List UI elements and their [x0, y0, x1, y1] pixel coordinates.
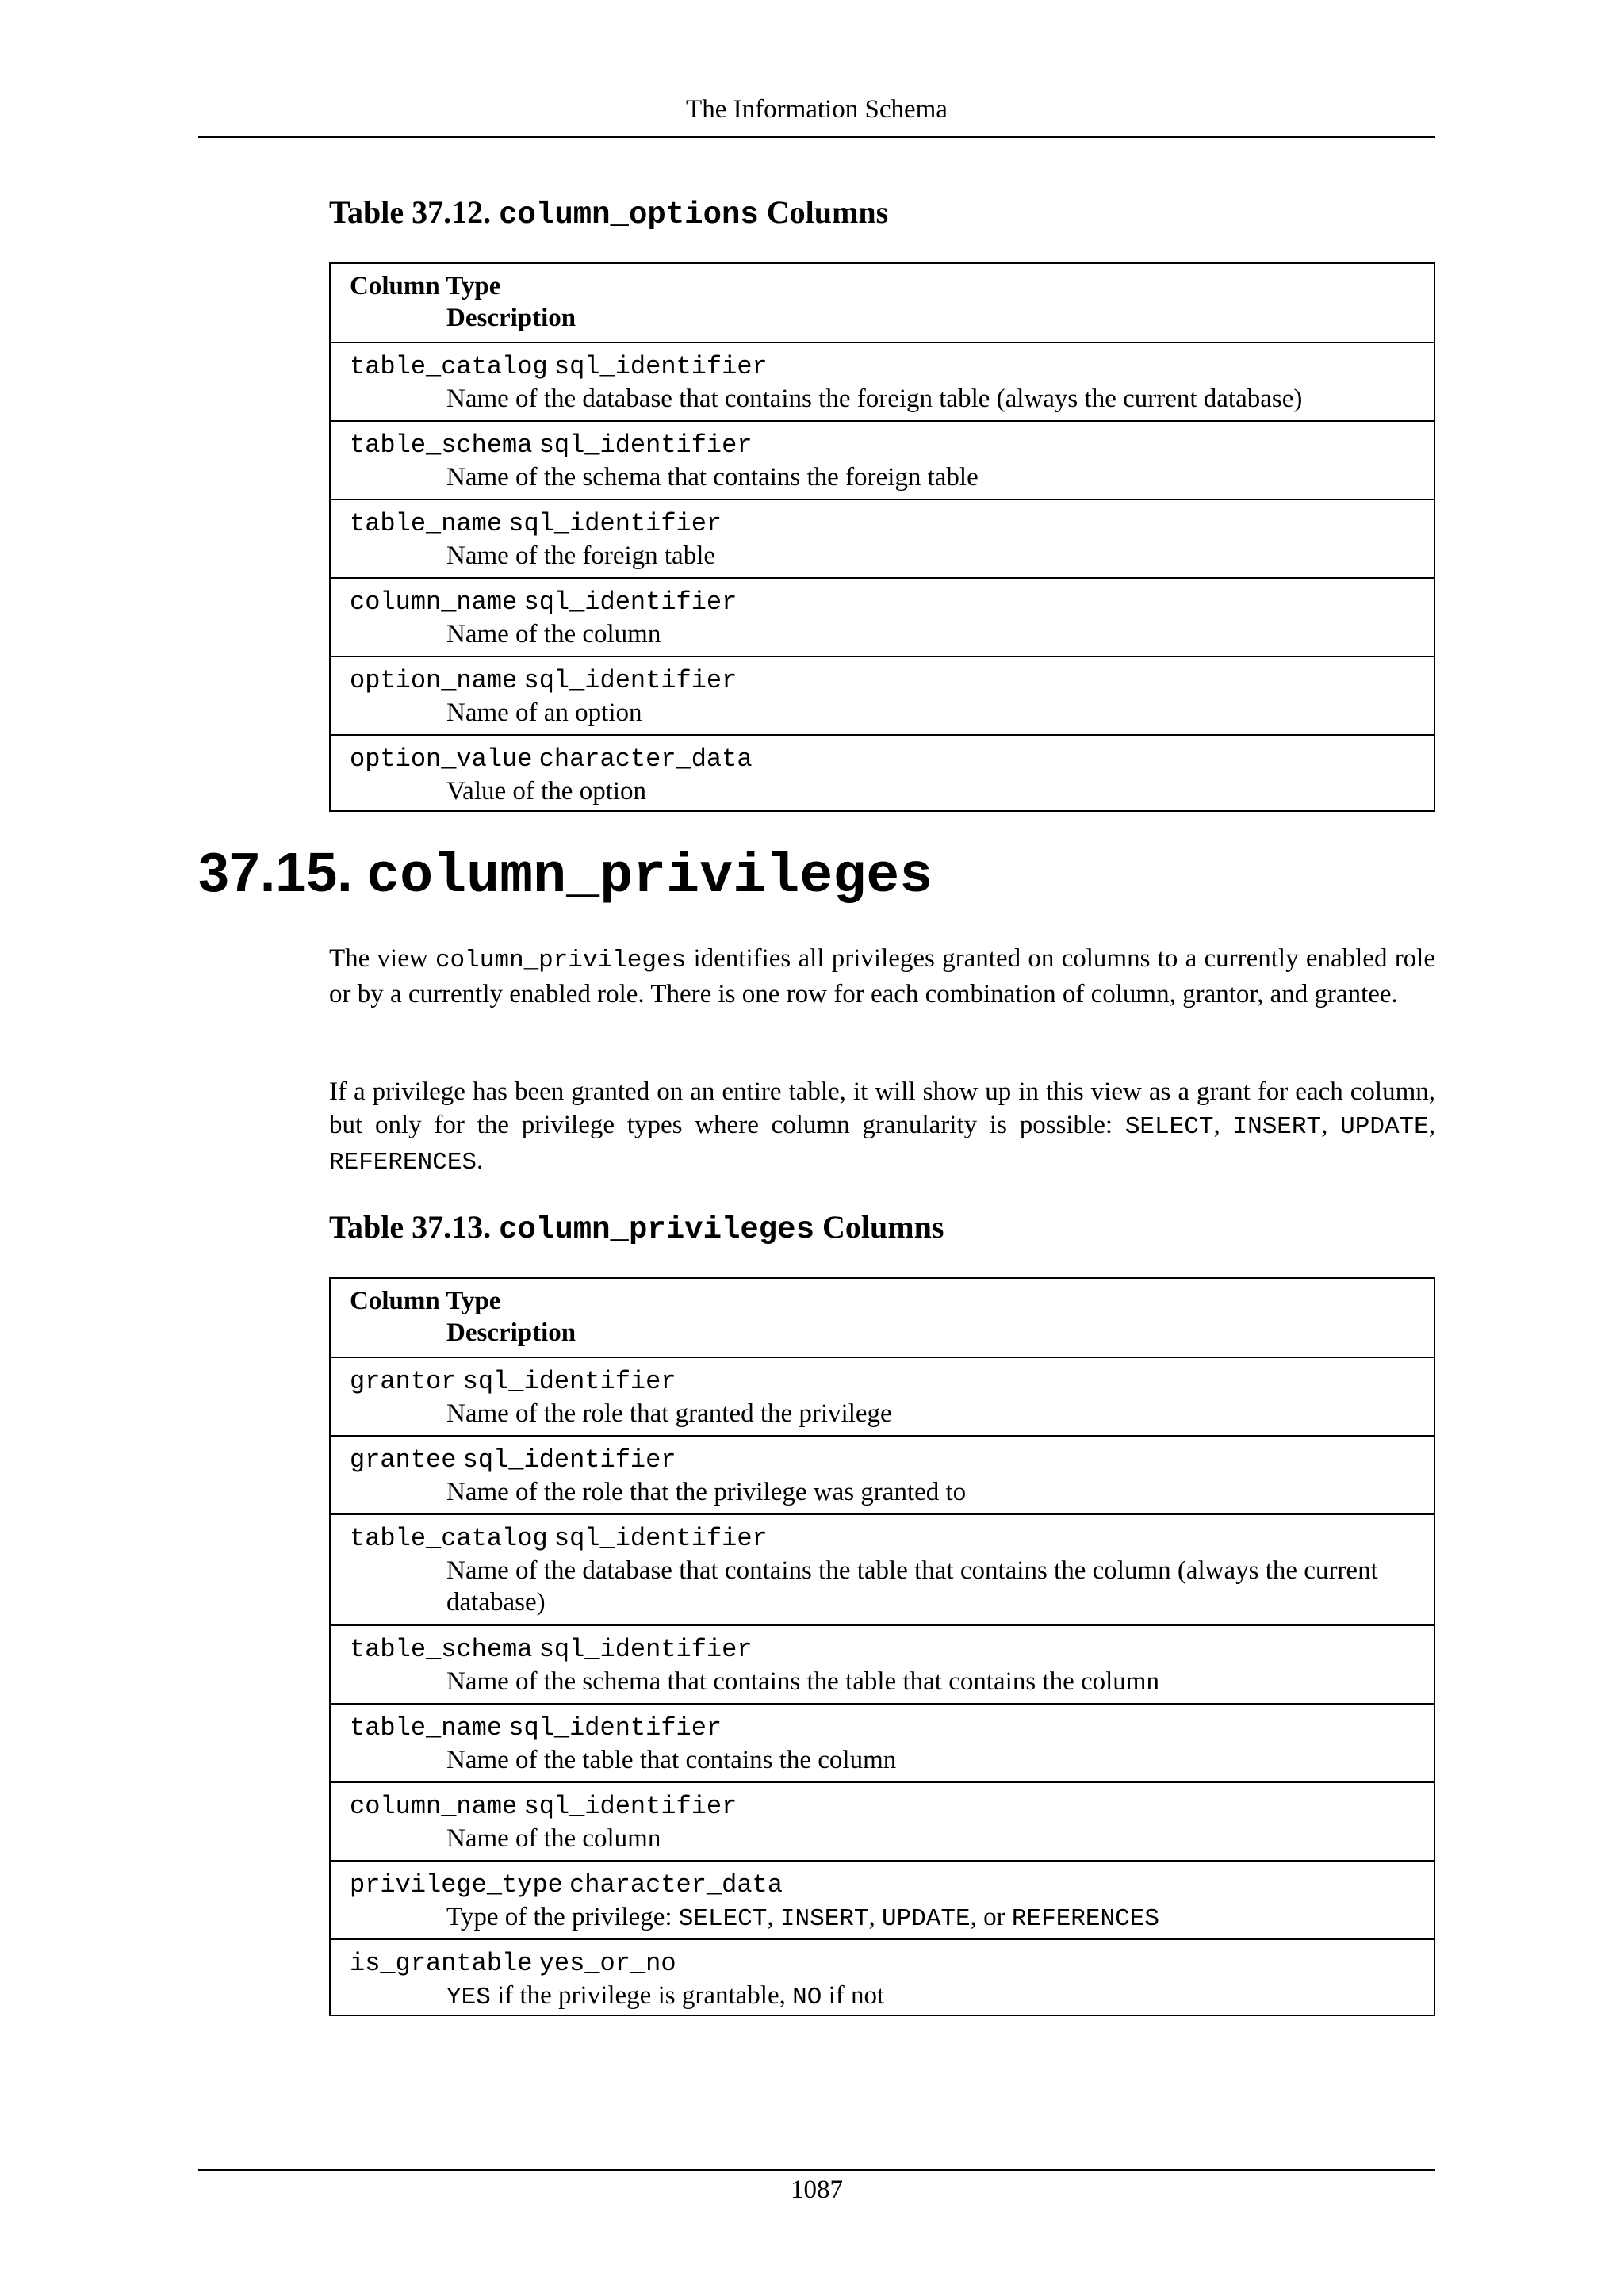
column-description: Name of the column	[446, 620, 661, 649]
table-caption	[329, 1208, 944, 1249]
column-type: character_data	[569, 1870, 783, 1900]
row-signature	[350, 428, 1415, 461]
column-type: yes_or_no	[538, 1949, 676, 1978]
running-header: The Information Schema	[686, 95, 948, 124]
row-signature	[350, 1443, 1415, 1476]
column-type: sql_identifier	[508, 1713, 722, 1743]
table-row	[331, 577, 1434, 656]
column-name: grantor	[350, 1367, 457, 1396]
caption-prefix: Table 37.12.	[329, 194, 492, 230]
column-description: Name of the table that contains the column	[446, 1746, 897, 1774]
code-select: SELECT	[678, 1905, 768, 1933]
column-type: character_data	[538, 744, 753, 774]
column-name: table_catalog	[350, 1524, 548, 1553]
column-name: table_catalog	[350, 352, 548, 381]
row-signature	[350, 664, 1415, 697]
caption-suffix: Columns	[766, 194, 889, 230]
row-signature	[350, 1711, 1415, 1744]
separator: ,	[767, 1903, 780, 1931]
code-references: REFERENCES	[1011, 1905, 1159, 1933]
table-row	[331, 1938, 1434, 2015]
table-caption	[329, 193, 888, 234]
table-row	[331, 1781, 1434, 1860]
column-type: sql_identifier	[523, 1792, 737, 1821]
column-name: privilege_type	[350, 1870, 563, 1900]
code-no: NO	[792, 1984, 822, 2011]
row-signature	[350, 1946, 1415, 1980]
column-name: table_schema	[350, 1635, 533, 1664]
column-name: option_value	[350, 744, 533, 774]
code-insert: INSERT	[1232, 1113, 1322, 1141]
row-signature	[350, 1521, 1415, 1555]
desc-text: if the privilege is grantable,	[490, 1981, 793, 2010]
row-signature	[350, 585, 1415, 618]
code-references: REFERENCES	[329, 1149, 477, 1177]
footer-rule	[198, 2169, 1435, 2171]
header-rule	[198, 136, 1435, 138]
column-description: Name of the database that contains the foreign table (always the current database)	[446, 385, 1303, 413]
row-signature	[350, 1789, 1415, 1823]
table-row	[331, 499, 1434, 577]
para2-text: If a privilege has been granted on an entire table, it will show up in this view as a grant for each column, but only for the privilege types where column granularity is possible:	[329, 1077, 1435, 1139]
column-type: sql_identifier	[553, 352, 768, 381]
period: .	[477, 1146, 484, 1175]
header-description: Description	[446, 1318, 576, 1347]
column-type: sql_identifier	[508, 509, 722, 538]
para1-code: column_privileges	[435, 947, 687, 974]
column-description	[350, 1901, 1415, 1935]
column-options-table	[329, 262, 1435, 812]
column-description: Name of the role that granted the privilege	[446, 1399, 892, 1428]
caption-code: column_privileges	[499, 1212, 814, 1247]
caption-code: column_options	[499, 197, 759, 232]
table-row	[331, 1703, 1434, 1781]
column-description: Name of the column	[446, 1824, 661, 1853]
separator: ,	[1428, 1111, 1436, 1139]
row-signature	[350, 507, 1415, 540]
column-name: table_name	[350, 509, 503, 538]
table-row	[331, 734, 1434, 810]
column-description: Value of the option	[446, 777, 647, 806]
table-row	[331, 656, 1434, 734]
column-name: grantee	[350, 1445, 457, 1475]
separator: , or	[970, 1903, 1012, 1931]
code-yes: YES	[446, 1984, 491, 2011]
column-name: table_schema	[350, 430, 533, 460]
column-type: sql_identifier	[538, 1635, 753, 1664]
column-description: Name of the foreign table	[446, 541, 716, 570]
page-number: 1087	[791, 2175, 843, 2204]
header-description: Description	[446, 304, 576, 332]
separator: ,	[1321, 1111, 1341, 1139]
code-update: UPDATE	[1340, 1113, 1429, 1141]
column-type: sql_identifier	[523, 587, 737, 617]
code-update: UPDATE	[882, 1905, 971, 1933]
column-name: column_name	[350, 587, 518, 617]
section-number: 37.15.	[198, 841, 353, 903]
column-type: sql_identifier	[523, 666, 737, 695]
table-header-row	[331, 1279, 1434, 1357]
column-name: is_grantable	[350, 1949, 533, 1978]
desc-text: if not	[822, 1981, 885, 2010]
column-type: sql_identifier	[538, 430, 753, 460]
table-row	[331, 1860, 1434, 1938]
table-row	[331, 342, 1434, 420]
row-signature	[350, 1364, 1415, 1398]
caption-suffix: Columns	[822, 1209, 944, 1245]
table-header-row	[331, 264, 1434, 342]
column-name: table_name	[350, 1713, 503, 1743]
separator: ,	[1213, 1111, 1233, 1139]
table-row	[331, 420, 1434, 499]
header-column-type: Column Type	[350, 272, 501, 300]
row-signature	[350, 1868, 1415, 1901]
column-description: Name of the schema that contains the foreign table	[446, 463, 979, 492]
table-row	[331, 1435, 1434, 1513]
column-description	[350, 1980, 1415, 2014]
para1-post: identifies all privileges granted on columns to a currently enabled role or by a currently enabled role. There is one row for each combination of column, grantor, and grantee.	[329, 944, 1435, 1008]
row-signature	[350, 742, 1415, 775]
row-signature	[350, 1632, 1415, 1666]
table-row	[331, 1513, 1434, 1624]
column-type: sql_identifier	[462, 1367, 676, 1396]
header-column-type: Column Type	[350, 1287, 501, 1315]
row-signature	[350, 350, 1415, 383]
column-description: Name of an option	[446, 698, 642, 727]
para1-pre: The view	[329, 944, 435, 973]
code-insert: INSERT	[779, 1905, 869, 1933]
paragraph-granularity	[329, 1075, 1435, 1180]
column-name: option_name	[350, 666, 518, 695]
column-type: sql_identifier	[462, 1445, 676, 1475]
table-row	[331, 1624, 1434, 1703]
code-select: SELECT	[1124, 1113, 1214, 1141]
column-privileges-table	[329, 1277, 1435, 2016]
section-title: column_privileges	[366, 846, 933, 909]
column-description: Name of the database that contains the table that contains the column (always the current database)	[446, 1556, 1378, 1617]
table-row	[331, 1357, 1434, 1435]
caption-prefix: Table 37.13.	[329, 1209, 492, 1245]
column-description: Name of the schema that contains the table that contains the column	[446, 1667, 1159, 1696]
column-name: column_name	[350, 1792, 518, 1821]
paragraph-intro	[329, 942, 1435, 1011]
section-heading	[198, 839, 933, 911]
desc-text: Type of the privilege:	[446, 1903, 679, 1931]
separator: ,	[868, 1903, 883, 1931]
column-description: Name of the role that the privilege was granted to	[446, 1478, 967, 1506]
column-type: sql_identifier	[553, 1524, 768, 1553]
